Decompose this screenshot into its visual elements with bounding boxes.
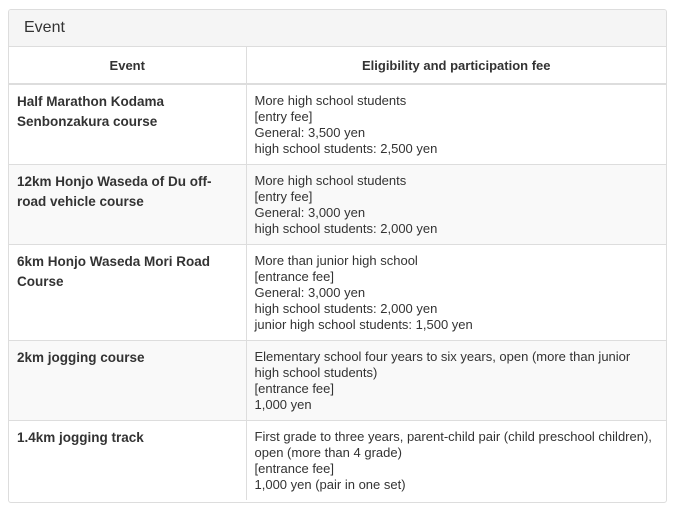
eligibility-fee-cell — [246, 421, 666, 501]
fee-line: General: 3,000 yen — [254, 285, 366, 300]
event-name: 1.4km jogging track — [9, 421, 246, 501]
eligibility-fee-cell — [246, 341, 666, 421]
fee-line: More high school students — [254, 93, 407, 108]
fee-line: [entrance fee] — [254, 269, 334, 284]
column-header-eligibility-fee: Eligibility and participation fee — [246, 47, 666, 84]
event-panel — [8, 9, 667, 503]
fee-line: More high school students — [254, 173, 407, 188]
table-row — [9, 84, 666, 165]
fee-line: [entrance fee] — [254, 381, 334, 396]
eligibility-fee-cell — [246, 165, 666, 245]
fee-line: junior high school students: 1,500 yen — [254, 317, 473, 332]
fee-line: 1,000 yen — [254, 397, 312, 412]
event-name: Half Marathon Kodama Senbonzakura course — [9, 84, 246, 165]
fee-line: General: 3,500 yen — [254, 125, 366, 140]
table-row — [9, 421, 666, 501]
eligibility-fee-cell — [246, 84, 666, 165]
fee-line: [entrance fee] — [254, 461, 334, 476]
event-name: 2km jogging course — [9, 341, 246, 421]
column-header-event: Event — [9, 47, 246, 84]
fee-line: General: 3,000 yen — [254, 205, 366, 220]
eligibility-fee-cell — [246, 245, 666, 341]
table-header-row — [9, 47, 666, 84]
event-table — [9, 47, 666, 500]
fee-line: 1,000 yen (pair in one set) — [254, 477, 406, 492]
table-row — [9, 341, 666, 421]
fee-line: high school students: 2,000 yen — [254, 301, 438, 316]
fee-line: [entry fee] — [254, 109, 313, 124]
table-row — [9, 165, 666, 245]
fee-line: First grade to three years, parent-child pair (child preschool children), open (more than 4 grade) — [254, 429, 652, 460]
fee-line: [entry fee] — [254, 189, 313, 204]
fee-line: high school students: 2,000 yen — [254, 221, 438, 236]
event-name: 6km Honjo Waseda Mori Road Course — [9, 245, 246, 341]
fee-line: Elementary school four years to six years, open (more than junior high school students) — [254, 349, 631, 380]
table-row — [9, 245, 666, 341]
fee-line: More than junior high school — [254, 253, 418, 268]
event-name: 12km Honjo Waseda of Du off-road vehicle course — [9, 165, 246, 245]
panel-title: Event — [9, 10, 666, 47]
fee-line: high school students: 2,500 yen — [254, 141, 438, 156]
